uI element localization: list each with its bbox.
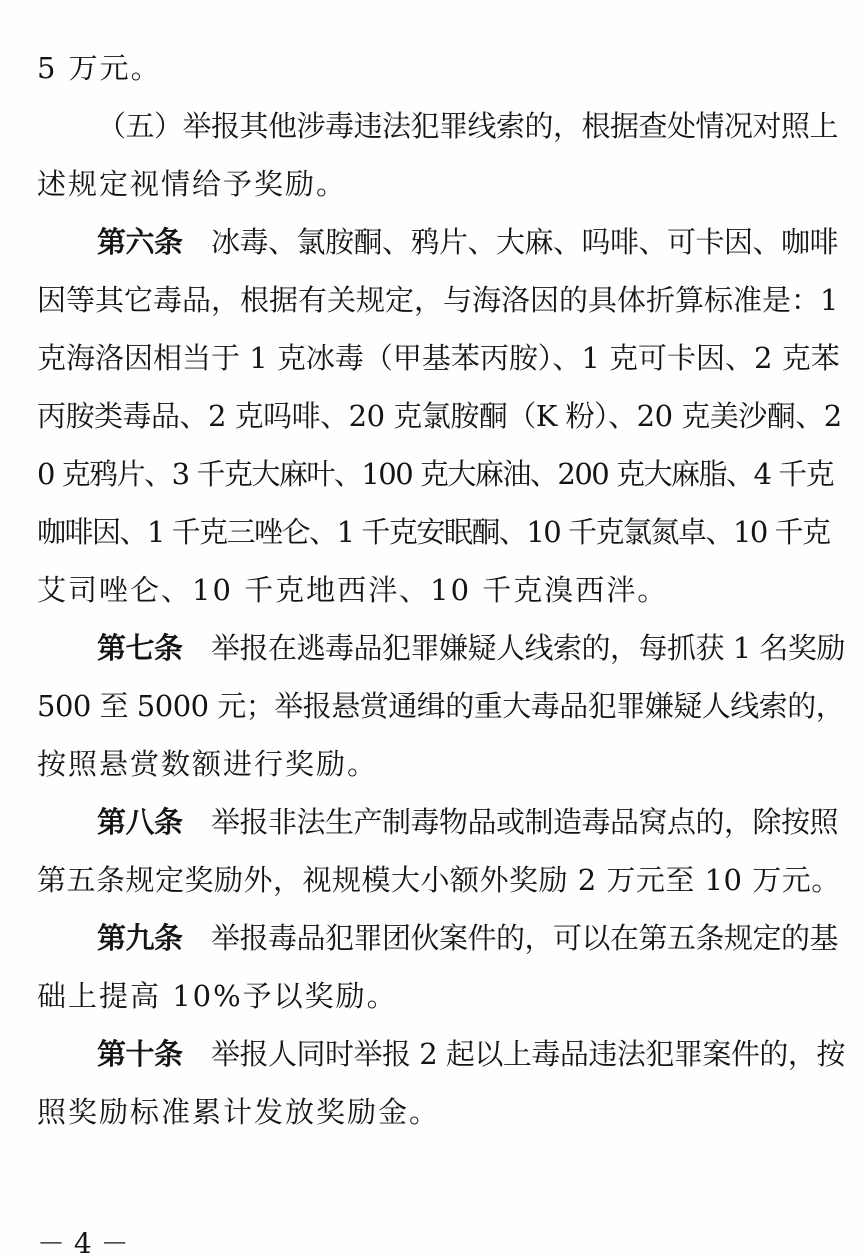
text-line: 500 至 5000 元；举报悬赏通缉的重大毒品犯罪嫌疑人线索的，	[37, 689, 845, 723]
article-six-heading: 第六条	[97, 225, 183, 259]
text-line: 5 万元。	[37, 51, 162, 85]
text-line: 述规定视情给予奖励。	[37, 167, 348, 201]
article-seven-first-line	[97, 628, 845, 668]
article-eight-heading: 第八条	[97, 805, 183, 839]
page-number: － 4 －	[37, 1227, 129, 1260]
article-nine-heading: 第九条	[97, 921, 183, 955]
text-line: 举报在逃毒品犯罪嫌疑人线索的，每抓获 1 名奖励	[211, 631, 845, 665]
text-line: 咖啡因、1 千克三唑仑、1 千克安眠酮、10 千克氯氮卓、10 千克	[37, 515, 830, 549]
text-line: 第五条规定奖励外，视规模大小额外奖励 2 万元至 10 万元。	[37, 863, 841, 897]
text-line: 丙胺类毒品、2 克吗啡、20 克氯胺酮（K 粉）、20 克美沙酮、2	[37, 399, 842, 433]
article-seven-heading: 第七条	[97, 631, 183, 665]
text-line: （五）举报其他涉毒违法犯罪线索的，根据查处情况对照上	[97, 109, 839, 143]
text-line: 艾司唑仑、10 千克地西泮、10 千克溴西泮。	[37, 573, 669, 607]
text-line: 照奖励标准累计发放奖励金。	[37, 1095, 441, 1129]
text-line: 按照悬赏数额进行奖励。	[37, 747, 379, 781]
text-line: 因等其它毒品，根据有关规定，与海洛因的具体折算标准是：1	[37, 283, 839, 317]
text-line: 础上提高 10%予以奖励。	[37, 979, 398, 1013]
article-nine-first-line	[97, 918, 838, 958]
text-line: 克海洛因相当于 1 克冰毒（甲基苯丙胺）、1 克可卡因、2 克苯	[37, 341, 840, 375]
article-ten-heading: 第十条	[97, 1037, 183, 1071]
text-line: 冰毒、氯胺酮、鸦片、大麻、吗啡、可卡因、咖啡	[211, 225, 839, 259]
text-line: 举报人同时举报 2 起以上毒品违法犯罪案件的，按	[211, 1037, 845, 1071]
text-line: 0 克鸦片、3 千克大麻叶、100 克大麻油、200 克大麻脂、4 千克	[37, 457, 834, 491]
text-line: 举报毒品犯罪团伙案件的，可以在第五条规定的基	[211, 921, 839, 955]
article-six-first-line	[97, 222, 838, 262]
article-ten-first-line	[97, 1034, 845, 1074]
article-eight-first-line	[97, 802, 838, 842]
text-line: 举报非法生产制毒物品或制造毒品窝点的，除按照	[211, 805, 839, 839]
